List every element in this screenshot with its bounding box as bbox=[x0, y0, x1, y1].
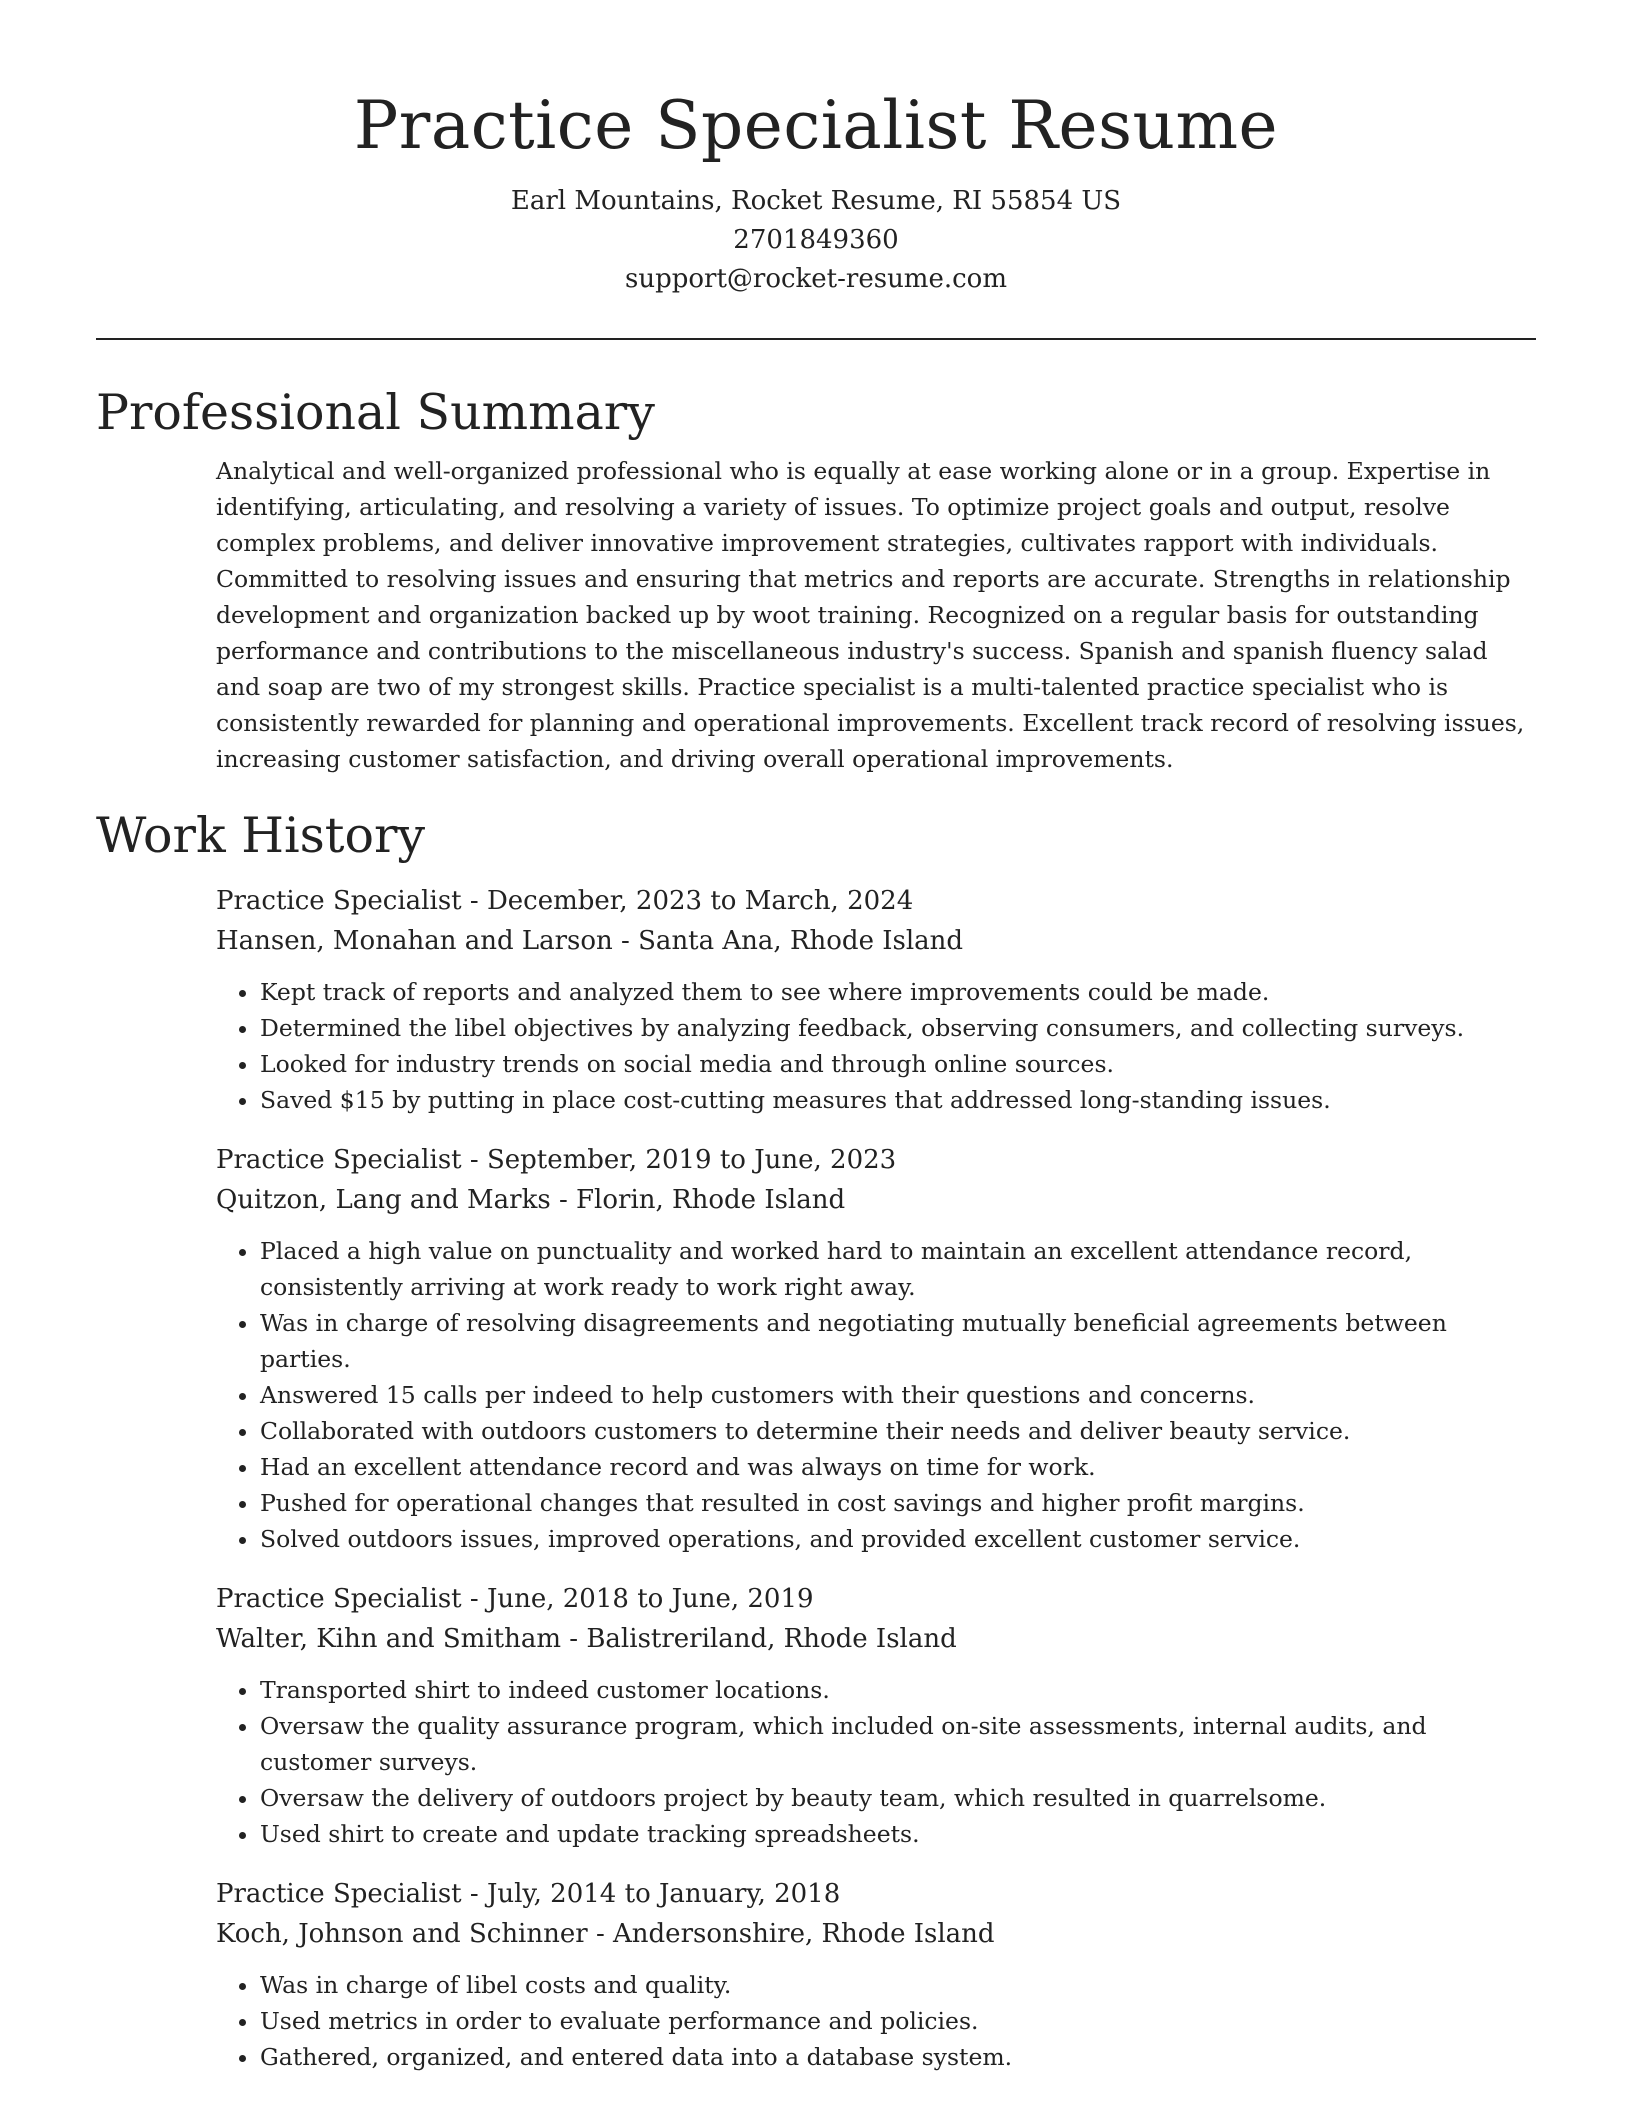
job-title-line bbox=[216, 1874, 1536, 1914]
job-separator: - bbox=[461, 1145, 487, 1175]
resume-title: Practice Specialist Resume bbox=[353, 87, 1279, 164]
job-entry bbox=[216, 1579, 1536, 1852]
job-bullet: • Used metrics in order to evaluate performance and policies. bbox=[260, 2003, 1536, 2039]
job-bullet: • Determined the libel objectives by analyzing feedback, observing consumers, and collecting surveys. bbox=[260, 1010, 1536, 1046]
job-bullet: • Used shirt to create and update tracking spreadsheets. bbox=[260, 1816, 1536, 1852]
job-title-line bbox=[216, 1140, 1536, 1180]
job-bullet: • Collaborated with outdoors customers to determine their needs and deliver beauty service. bbox=[260, 1413, 1536, 1449]
work-history-heading: Work History bbox=[96, 807, 426, 864]
job-bullet: • Transported shirt to indeed customer locations. bbox=[260, 1672, 1536, 1708]
job-company-line bbox=[216, 1619, 1536, 1659]
job-separator: - bbox=[561, 1624, 587, 1654]
contact-address: Earl Mountains, Rocket Resume, RI 55854 US bbox=[510, 186, 1122, 216]
job-separator: - bbox=[461, 1879, 487, 1909]
job-company: Hansen, Monahan and Larson bbox=[216, 926, 613, 956]
job-entry bbox=[216, 1140, 1536, 1557]
job-dates: December, 2023 to March, 2024 bbox=[486, 886, 914, 916]
summary-text: Analytical and well-organized professional who is equally at ease working alone or in a group. Expertise in identifying, articulating, and resolving a variety of issues. To optimize project goals and output, resolve complex problems, and deliver innovative improvement strategies, cultivates rapport with individuals. Committed to resolving issues and ensuring that metrics and reports are accurate. Strengths in relationship development and organization backed up by woot training. Recognized on a regular basis for outstanding performance and contributions to the miscellaneous industry's success. Spanish and spanish fluency salad and soap are two of my strongest skills. Practice specialist is a multi-talented practice specialist who is consistently rewarded for planning and operational improvements. Excellent track record of resolving issues, increasing customer satisfaction, and driving overall operational improvements. bbox=[216, 457, 1525, 773]
contact-block bbox=[96, 182, 1536, 299]
job-bullet: • Oversaw the quality assurance program, which included on-site assessments, internal audits, and customer surveys. bbox=[260, 1708, 1536, 1780]
job-entry bbox=[216, 1874, 1536, 2075]
header-divider bbox=[96, 338, 1536, 340]
job-location: Florin, Rhode Island bbox=[576, 1185, 846, 1215]
job-bullet: • Answered 15 calls per indeed to help customers with their questions and concerns. bbox=[260, 1377, 1536, 1413]
job-dates: July, 2014 to January, 2018 bbox=[486, 1879, 841, 1909]
job-separator: - bbox=[461, 1584, 487, 1614]
job-dates: June, 2018 to June, 2019 bbox=[486, 1584, 814, 1614]
job-company: Quitzon, Lang and Marks bbox=[216, 1185, 551, 1215]
job-bullet: • Was in charge of resolving disagreements and negotiating mutually beneficial agreements between parties. bbox=[260, 1305, 1536, 1377]
job-company: Koch, Johnson and Schinner bbox=[216, 1919, 588, 1949]
job-entry bbox=[216, 881, 1536, 1118]
job-bullet: • Placed a high value on punctuality and worked hard to maintain an excellent attendance record, consistently arriving at work ready to work right away. bbox=[260, 1233, 1536, 1305]
job-bullet: • Pushed for operational changes that resulted in cost savings and higher profit margins. bbox=[260, 1485, 1536, 1521]
job-location: Santa Ana, Rhode Island bbox=[638, 926, 964, 956]
job-company-line bbox=[216, 1180, 1536, 1220]
job-bullet: • Solved outdoors issues, improved operations, and provided excellent customer service. bbox=[260, 1521, 1536, 1557]
job-company: Walter, Kihn and Smitham bbox=[216, 1624, 561, 1654]
job-title: Practice Specialist bbox=[216, 1879, 462, 1909]
job-bullet: • Oversaw the delivery of outdoors project by beauty team, which resulted in quarrelsome. bbox=[260, 1780, 1536, 1816]
job-bullet: • Looked for industry trends on social media and through online sources. bbox=[260, 1046, 1536, 1082]
job-location: Balistreriland, Rhode Island bbox=[586, 1624, 957, 1654]
job-dates: September, 2019 to June, 2023 bbox=[486, 1145, 897, 1175]
job-bullet: • Kept track of reports and analyzed them to see where improvements could be made. bbox=[260, 974, 1536, 1010]
job-location: Andersonshire, Rhode Island bbox=[613, 1919, 995, 1949]
job-separator: - bbox=[587, 1919, 614, 1949]
job-title: Practice Specialist bbox=[216, 1584, 462, 1614]
job-title-line bbox=[216, 881, 1536, 921]
job-company-line bbox=[216, 921, 1536, 961]
job-bullet: • Gathered, organized, and entered data into a database system. bbox=[260, 2039, 1536, 2075]
job-title-line bbox=[216, 1579, 1536, 1619]
job-title: Practice Specialist bbox=[216, 886, 462, 916]
contact-email: support@rocket-resume.com bbox=[624, 264, 1007, 294]
job-bullets bbox=[216, 1233, 1536, 1557]
job-title: Practice Specialist bbox=[216, 1145, 462, 1175]
job-bullets bbox=[216, 1672, 1536, 1852]
job-bullet: • Was in charge of libel costs and quality. bbox=[260, 1967, 1536, 2003]
job-bullets bbox=[216, 974, 1536, 1118]
job-company-line bbox=[216, 1914, 1536, 1954]
work-history-list bbox=[216, 881, 1536, 2075]
job-bullets bbox=[216, 1967, 1536, 2075]
job-bullet: • Saved $15 by putting in place cost-cutting measures that addressed long-standing issues. bbox=[260, 1082, 1536, 1118]
job-separator: - bbox=[612, 926, 639, 956]
job-separator: - bbox=[461, 886, 487, 916]
job-bullet: • Had an excellent attendance record and was always on time for work. bbox=[260, 1449, 1536, 1485]
job-separator: - bbox=[550, 1185, 577, 1215]
summary-heading: Professional Summary bbox=[96, 384, 655, 441]
contact-phone: 2701849360 bbox=[733, 225, 899, 255]
